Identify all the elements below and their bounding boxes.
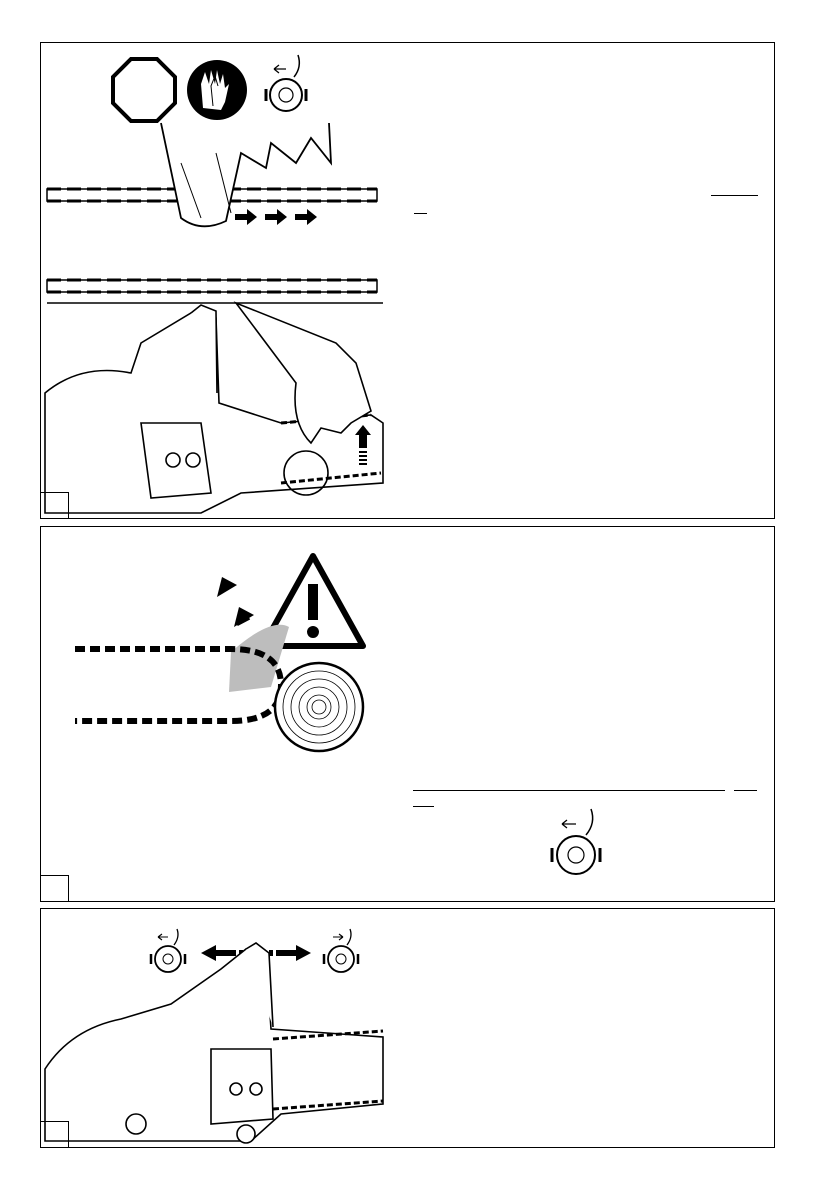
chain-brake-engaged-icon <box>324 929 358 972</box>
panel-1 <box>40 42 775 519</box>
direction-arrows <box>235 209 317 225</box>
log-illustration <box>275 663 363 751</box>
underline-mark <box>414 213 427 214</box>
chain-brake-released-icon <box>151 929 185 972</box>
chain-brake-released-icon <box>266 55 306 111</box>
protective-gloves-icon <box>187 60 247 120</box>
underline-mark <box>711 195 758 196</box>
hand-illustration <box>161 123 331 226</box>
panel-1-illustration <box>41 43 776 520</box>
underline-mark <box>734 790 757 791</box>
panel-number-box <box>41 492 69 518</box>
kickback-arrows <box>217 577 254 627</box>
panel-2-illustration <box>41 527 776 903</box>
saw-chain-middle <box>47 280 377 292</box>
panel-2 <box>40 526 775 902</box>
chainsaw-illustration <box>45 943 383 1143</box>
panel-number-box <box>41 1121 69 1147</box>
panel-number-box <box>41 875 69 901</box>
panel-3-illustration <box>41 909 776 1149</box>
underline-mark <box>413 806 434 807</box>
panel-3 <box>40 908 775 1148</box>
stop-sign-icon <box>113 59 175 121</box>
kickback-zone <box>229 625 289 692</box>
underline-mark <box>413 790 725 791</box>
chain-brake-released-icon <box>552 809 600 874</box>
